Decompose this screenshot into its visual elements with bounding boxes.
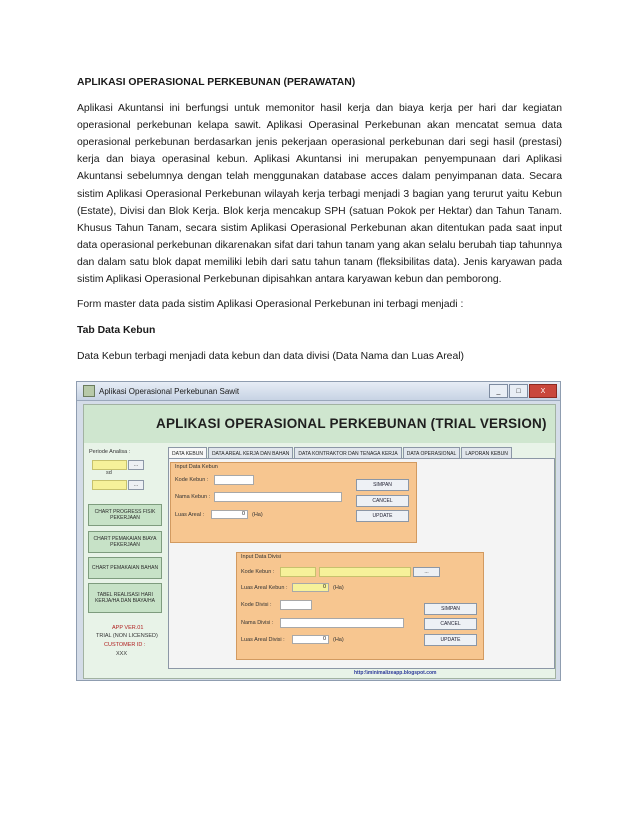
app-version: APP VER.01: [112, 625, 144, 631]
divisi-update-button[interactable]: UPDATE: [424, 634, 477, 646]
nama-kebun-input[interactable]: [214, 492, 342, 502]
luas-areal-kebun-label: Luas Areal Kebun :: [241, 585, 288, 591]
kode-divisi-input[interactable]: [280, 600, 312, 610]
luas-areal-unit: (Ha): [252, 512, 263, 518]
kebun-simpan-button[interactable]: SIMPAN: [356, 479, 409, 491]
luas-areal-kebun-unit: (Ha): [333, 585, 344, 591]
luas-areal-divisi-label: Luas Areal Divisi :: [241, 637, 285, 643]
data-kebun-paragraph: Data Kebun terbagi menjadi data kebun dan data divisi (Data Nama dan Luas Areal): [77, 351, 465, 363]
tab-data-kontraktor[interactable]: DATA KONTRAKTOR DAN TENAGA KERJA: [294, 447, 401, 459]
periode-end-field[interactable]: [92, 480, 127, 490]
app-icon: [83, 385, 95, 397]
tab-data-kebun-heading: Tab Data Kebun: [77, 325, 156, 337]
customer-id-value: XXX: [116, 651, 128, 657]
tab-laporan-kebun[interactable]: LAPORAN KEBUN: [461, 447, 512, 459]
nama-divisi-label: Nama Divisi :: [241, 620, 274, 626]
app-screenshot: [76, 381, 561, 681]
periode-end-browse-button[interactable]: ...: [128, 480, 144, 490]
maximize-button[interactable]: □: [509, 384, 528, 398]
chart-pemakaian-biaya-button[interactable]: CHART PEMAKAIAN BIAYA PEKERJAAN: [88, 531, 162, 553]
intro-paragraph: Aplikasi Akuntansi ini berfungsi untuk memonitor hasil kerja dan biaya kerja per hari dar kegiatan operasional perkebunan kelapa sawit. Aplikasi Operasinal Perkebunan akan mencatat semua data operasional perkebunan berdasarkan jenis pekerjaan operasional perkebunan dari segi hasil (prestasi) kerja dan biaya operasinal kebun. Aplikasi Akuntansi ini merupakan penyempunaan dari Aplikasi Akuntansi sebelumnya dengan telah menggunakan database acces dalam penyimpanan data. Secara sistim Aplikasi Operasional Perkebunan wilayah kerja terbagi menjadi 3 bagian yang terurut yaitu Kebun (Estate), Divisi dan Blok Kerja. Blok kerja mencakup SPH (satuan Pokok per Hektar) dan Tahun Tanam. Khusus Tahun Tanam, secara sistim Aplikasi Operasional Perkebunan akan ditentukan pada saat input data operasional perkebunan dikarenakan sifat dari tahun tanam yang akan selalu berubah tiap tahunnya dan dalam satu blok dapat memiliki lebih dari satu tahun tanam (fleksibilitas data). Jenis karyawan pada sistim Aplikasi Operasional Perkebunan dipisahkan antara karyawan kebun dan pemborong.: [77, 103, 562, 286]
footer-link[interactable]: http:\\minimalizeapp.blogspot.com: [354, 670, 437, 676]
luas-areal-divisi-unit: (Ha): [333, 637, 344, 643]
periode-start-field[interactable]: [92, 460, 127, 470]
form-master-paragraph: Form master data pada sistim Aplikasi Operasional Perkebunan ini terbagi menjadi :: [77, 299, 464, 311]
window-title: Aplikasi Operasional Perkebunan Sawit: [99, 386, 240, 396]
tab-data-areal[interactable]: DATA AREAL KERJA DAN BAHAN: [208, 447, 293, 459]
window-titlebar: [77, 382, 560, 401]
divisi-simpan-button[interactable]: SIMPAN: [424, 603, 477, 615]
chart-progress-fisik-button[interactable]: CHART PROGRESS FISIK PEKERJAAN: [88, 504, 162, 526]
kode-kebun-label: Kode Kebun :: [175, 477, 209, 483]
input-data-divisi-group: [236, 552, 484, 660]
periode-start-browse-button[interactable]: ...: [128, 460, 144, 470]
sidebar: [86, 447, 166, 676]
kode-divisi-label: Kode Divisi :: [241, 602, 272, 608]
luas-areal-kebun-spinner[interactable]: 0: [292, 583, 329, 592]
kode-kebun-input[interactable]: [214, 475, 254, 485]
tab-data-kebun[interactable]: DATA KEBUN: [168, 447, 207, 459]
minimize-button[interactable]: _: [489, 384, 508, 398]
periode-label: Periode Analisa :: [89, 449, 131, 455]
app-banner: [84, 405, 555, 443]
divisi-kebun-browse-button[interactable]: ...: [413, 567, 440, 577]
app-banner-title: APLIKASI OPERASIONAL PERKEBUNAN (TRIAL VERSION): [156, 416, 547, 431]
kebun-cancel-button[interactable]: CANCEL: [356, 495, 409, 507]
chart-pemakaian-bahan-button[interactable]: CHART PEMAKAIAN BAHAN: [88, 557, 162, 579]
document-heading: APLIKASI OPERASIONAL PERKEBUNAN (PERAWATAN): [77, 77, 356, 88]
luas-areal-spinner[interactable]: 0: [211, 510, 248, 519]
input-data-kebun-group: [170, 462, 417, 543]
kebun-update-button[interactable]: UPDATE: [356, 510, 409, 522]
luas-areal-label: Luas Areal :: [175, 512, 205, 518]
nama-divisi-input[interactable]: [280, 618, 404, 628]
input-data-kebun-title: Input Data Kebun: [175, 464, 218, 470]
sd-label: sd: [106, 470, 112, 476]
input-data-divisi-title: Input Data Divisi: [241, 554, 282, 560]
nama-kebun-label: Nama Kebun :: [175, 494, 211, 500]
divisi-kode-kebun-label: Kode Kebun :: [241, 569, 275, 575]
divisi-nama-kebun-display: [319, 567, 411, 577]
tabel-realisasi-button[interactable]: TABEL REALISASI HARI KERJA/HA DAN BIAYA/HA: [88, 583, 162, 613]
luas-areal-divisi-spinner[interactable]: 0: [292, 635, 329, 644]
tab-data-operasional[interactable]: DATA OPERASIONAL: [403, 447, 461, 459]
license-status: TRIAL (NON LICENSED): [96, 633, 158, 639]
document-body: [77, 74, 562, 373]
tab-panel: [168, 458, 555, 669]
divisi-kode-kebun-input[interactable]: [280, 567, 316, 577]
divisi-cancel-button[interactable]: CANCEL: [424, 618, 477, 630]
close-button[interactable]: X: [529, 384, 557, 398]
customer-id-label: CUSTOMER ID :: [104, 642, 146, 648]
app-frame: [83, 404, 556, 679]
